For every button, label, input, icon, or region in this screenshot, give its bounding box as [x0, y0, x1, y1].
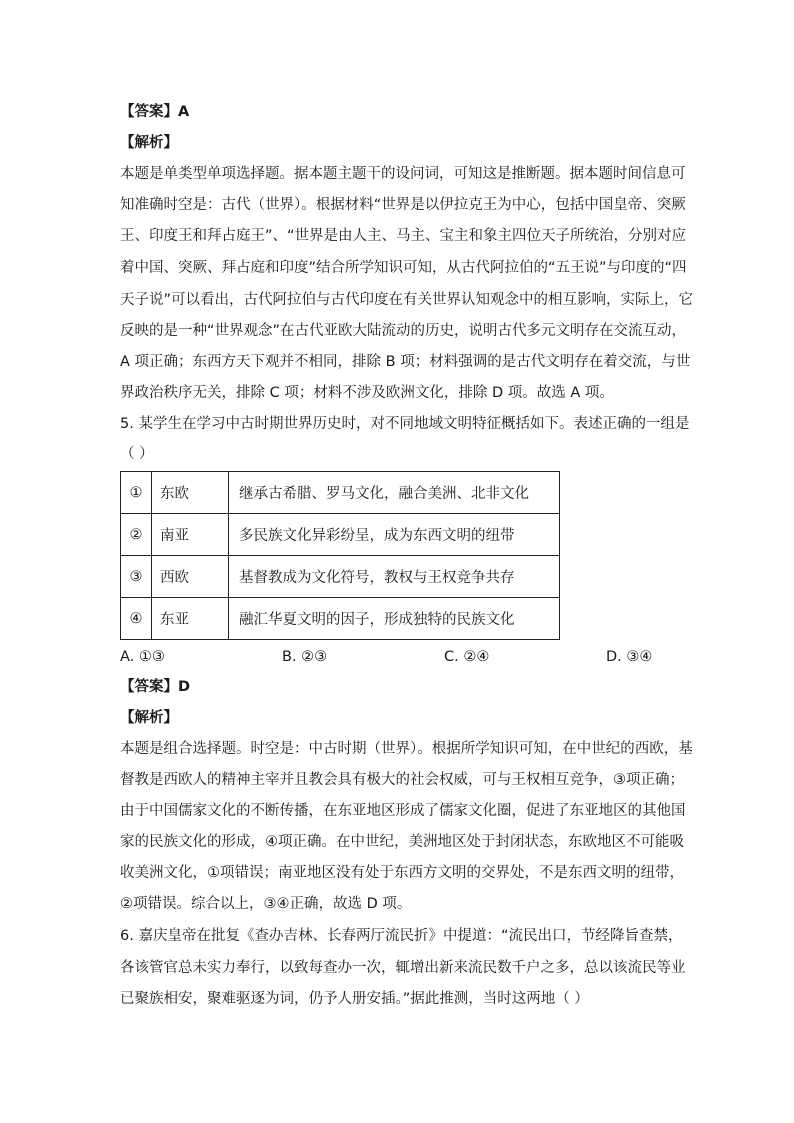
option-a: A. ①③ — [120, 649, 165, 665]
analysis-line: A 项正确；东西方天下观并不相同，排除 B 项；材料强调的是古代文明存在着交流，与世 — [120, 354, 691, 370]
question-stem: 各该管官总未实力奉行，以致每查办一次，辄增出新来流民数千户之多，总以该流民等业 — [120, 960, 686, 976]
table-cell-number: ④ — [121, 598, 152, 640]
analysis-line: 界政治秩序无关，排除 C 项；材料不涉及欧洲文化，排除 D 项。故选 A 项。 — [120, 385, 614, 401]
analysis-line: 天子说”可以看出，古代阿拉伯与古代印度在有关世界认知观念中的相互影响，实际上，它 — [120, 292, 694, 308]
analysis-line: 着中国、突厥、拜占庭和印度”结合所学知识可知，从古代阿拉伯的“五王说”与印度的“四 — [120, 260, 687, 276]
table-cell-description: 融汇华夏文明的因子，形成独特的民族文化 — [229, 598, 560, 640]
table-row — [121, 556, 560, 598]
table-row — [121, 514, 560, 556]
analysis-line: 由于中国儒家文化的不断传播，在东亚地区形成了儒家文化圈，促进了东亚地区的其他国 — [120, 803, 686, 819]
table-cell-description: 继承古希腊、罗马文化，融合美洲、北非文化 — [229, 472, 560, 514]
analysis-heading: 【解析】 — [120, 710, 178, 726]
option-c: C. ②④ — [444, 649, 490, 665]
analysis-line: 知准确时空是：古代（世界）。根据材料“世界是以伊拉克王为中心，包括中国皇帝、突厥 — [120, 197, 686, 213]
analysis-line: 收美洲文化，①项错误；南亚地区没有处于东西方文明的交界处，不是东西文明的纽带， — [120, 865, 684, 881]
question-stem: 6. 嘉庆皇帝在批复《查办吉林、长春两厅流民折》中提道：“流民出口，节经降旨查禁， — [120, 928, 683, 944]
table-cell-region: 南亚 — [152, 514, 229, 556]
option-d: D. ③④ — [606, 649, 653, 665]
table-cell-region: 西欧 — [152, 556, 229, 598]
table-cell-description: 基督教成为文化符号，教权与王权竞争共存 — [229, 556, 560, 598]
question-blank: （ ） — [120, 446, 154, 462]
table-cell-number: ② — [121, 514, 152, 556]
table-cell-number: ① — [121, 472, 152, 514]
analysis-line: 反映的是一种“世界观念”在古代亚欧大陆流动的历史，说明古代多元文明存在交流互动， — [120, 323, 687, 339]
question-stem: 5. 某学生在学习中古时期世界历史时，对不同地域文明特征概括如下。表述正确的一组是 — [120, 416, 690, 432]
table-cell-region: 东欧 — [152, 472, 229, 514]
analysis-line: 本题是单类型单项选择题。据本题主题干的设问词，可知这是推断题。据本题时间信息可 — [120, 166, 686, 182]
analysis-line: 家的民族文化的形成，④项正确。在中世纪，美洲地区处于封闭状态，东欧地区不可能吸 — [120, 834, 684, 850]
table-cell-region: 东亚 — [152, 598, 229, 640]
answer-label: 【答案】A — [120, 104, 190, 120]
table-row — [121, 472, 560, 514]
analysis-line: ②项错误。综合以上，③④正确，故选 D 项。 — [120, 896, 412, 912]
table-row — [121, 598, 560, 640]
analysis-line: 王、印度王和拜占庭王”、“世界是由人主、马主、宝主和象主四位天子所统治，分别对应 — [120, 228, 687, 244]
civilization-table — [120, 471, 560, 640]
analysis-line: 本题是组合选择题。时空是：中古时期（世界）。根据所学知识可知，在中世纪的西欧，基 — [120, 741, 693, 757]
analysis-heading: 【解析】 — [120, 135, 178, 151]
answer-label: 【答案】D — [120, 679, 191, 695]
option-b: B. ②③ — [282, 649, 328, 665]
table-cell-number: ③ — [121, 556, 152, 598]
question-stem: 已聚族相安，聚难驱逐为词，仍予人册安插。”据此推测，当时这两地（ ） — [120, 991, 589, 1007]
analysis-line: 督教是西欧人的精神主宰并且教会具有极大的社会权威，可与王权相互竞争，③项正确； — [120, 772, 684, 788]
table-cell-description: 多民族文化异彩纷呈，成为东西文明的纽带 — [229, 514, 560, 556]
